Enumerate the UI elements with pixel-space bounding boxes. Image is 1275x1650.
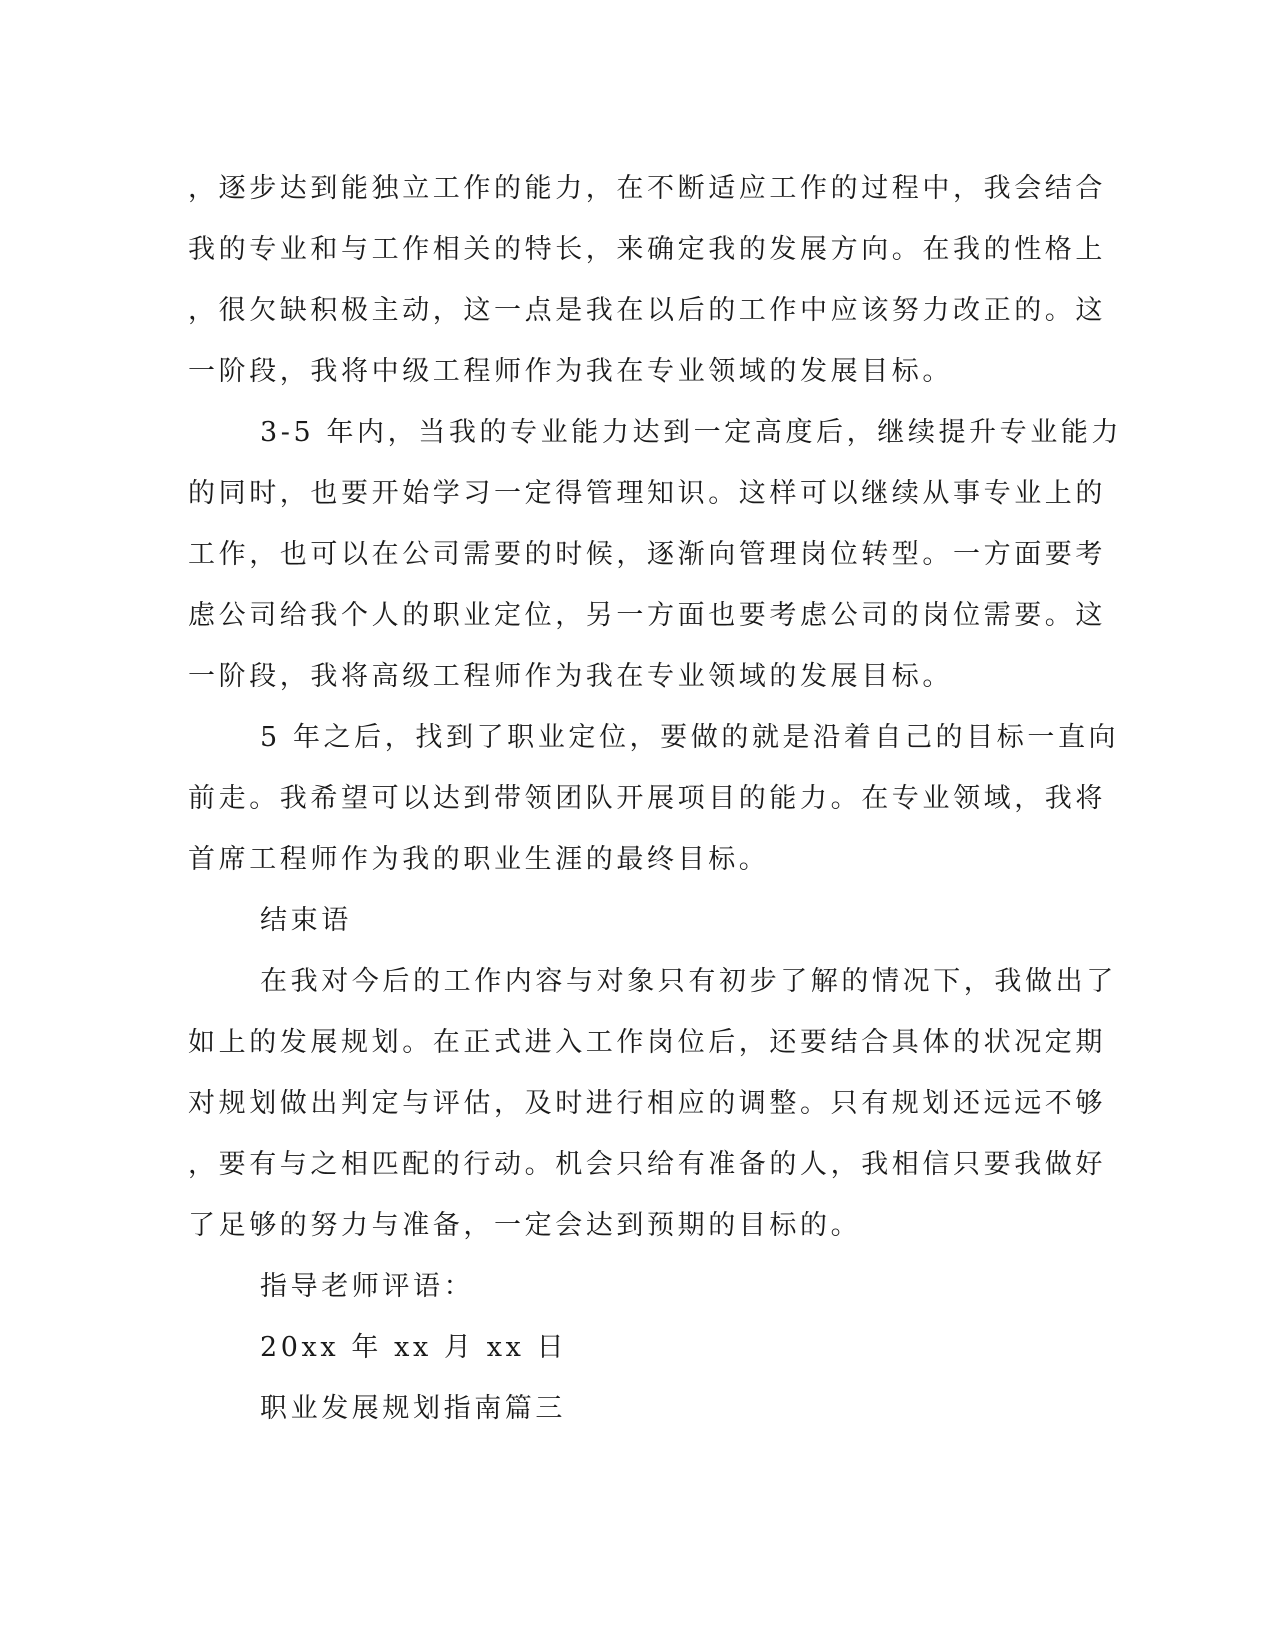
next-section-title: 职业发展规划指南篇三: [260, 1393, 566, 1424]
text-line: 了足够的努力与准备，一定会达到预期的目标的。: [188, 1210, 862, 1241]
text-line: 一阶段，我将中级工程师作为我在专业领域的发展目标。: [188, 356, 953, 387]
text-line: 工作，也可以在公司需要的时候，逐渐向管理岗位转型。一方面要考: [188, 539, 1106, 570]
text-line: 前走。我希望可以达到带领团队开展项目的能力。在专业领域，我将: [188, 783, 1106, 814]
text-line: 虑公司给我个人的职业定位，另一方面也要考虑公司的岗位需要。这: [188, 600, 1106, 631]
paragraph-start-line: 5 年之后，找到了职业定位，要做的就是沿着自己的目标一直向: [260, 722, 1120, 753]
date-line: 20xx 年 xx 月 xx 日: [260, 1332, 568, 1363]
paragraph-start-line: 在我对今后的工作内容与对象只有初步了解的情况下，我做出了: [260, 966, 1117, 997]
text-line: 对规划做出判定与评估，及时进行相应的调整。只有规划还远远不够: [188, 1088, 1106, 1119]
text-line: ，很欠缺积极主动，这一点是我在以后的工作中应该努力改正的。这: [188, 295, 1106, 326]
text-line: 一阶段，我将高级工程师作为我在专业领域的发展目标。: [188, 661, 953, 692]
text-line: 的同时，也要开始学习一定得管理知识。这样可以继续从事专业上的: [188, 478, 1106, 509]
section-heading: 结束语: [260, 905, 352, 936]
text-line: ，要有与之相匹配的行动。机会只给有准备的人，我相信只要我做好: [188, 1149, 1106, 1180]
text-line: 我的专业和与工作相关的特长，来确定我的发展方向。在我的性格上: [188, 234, 1106, 265]
paragraph-start-line: 3-5 年内，当我的专业能力达到一定高度后，继续提升专业能力: [260, 417, 1123, 448]
text-line: 首席工程师作为我的职业生涯的最终目标。: [188, 844, 770, 875]
advisor-comment-label: 指导老师评语：: [260, 1271, 475, 1302]
text-line: ，逐步达到能独立工作的能力，在不断适应工作的过程中，我会结合: [188, 173, 1106, 204]
document-body: [188, 158, 1123, 1439]
text-line: 如上的发展规划。在正式进入工作岗位后，还要结合具体的状况定期: [188, 1027, 1106, 1058]
